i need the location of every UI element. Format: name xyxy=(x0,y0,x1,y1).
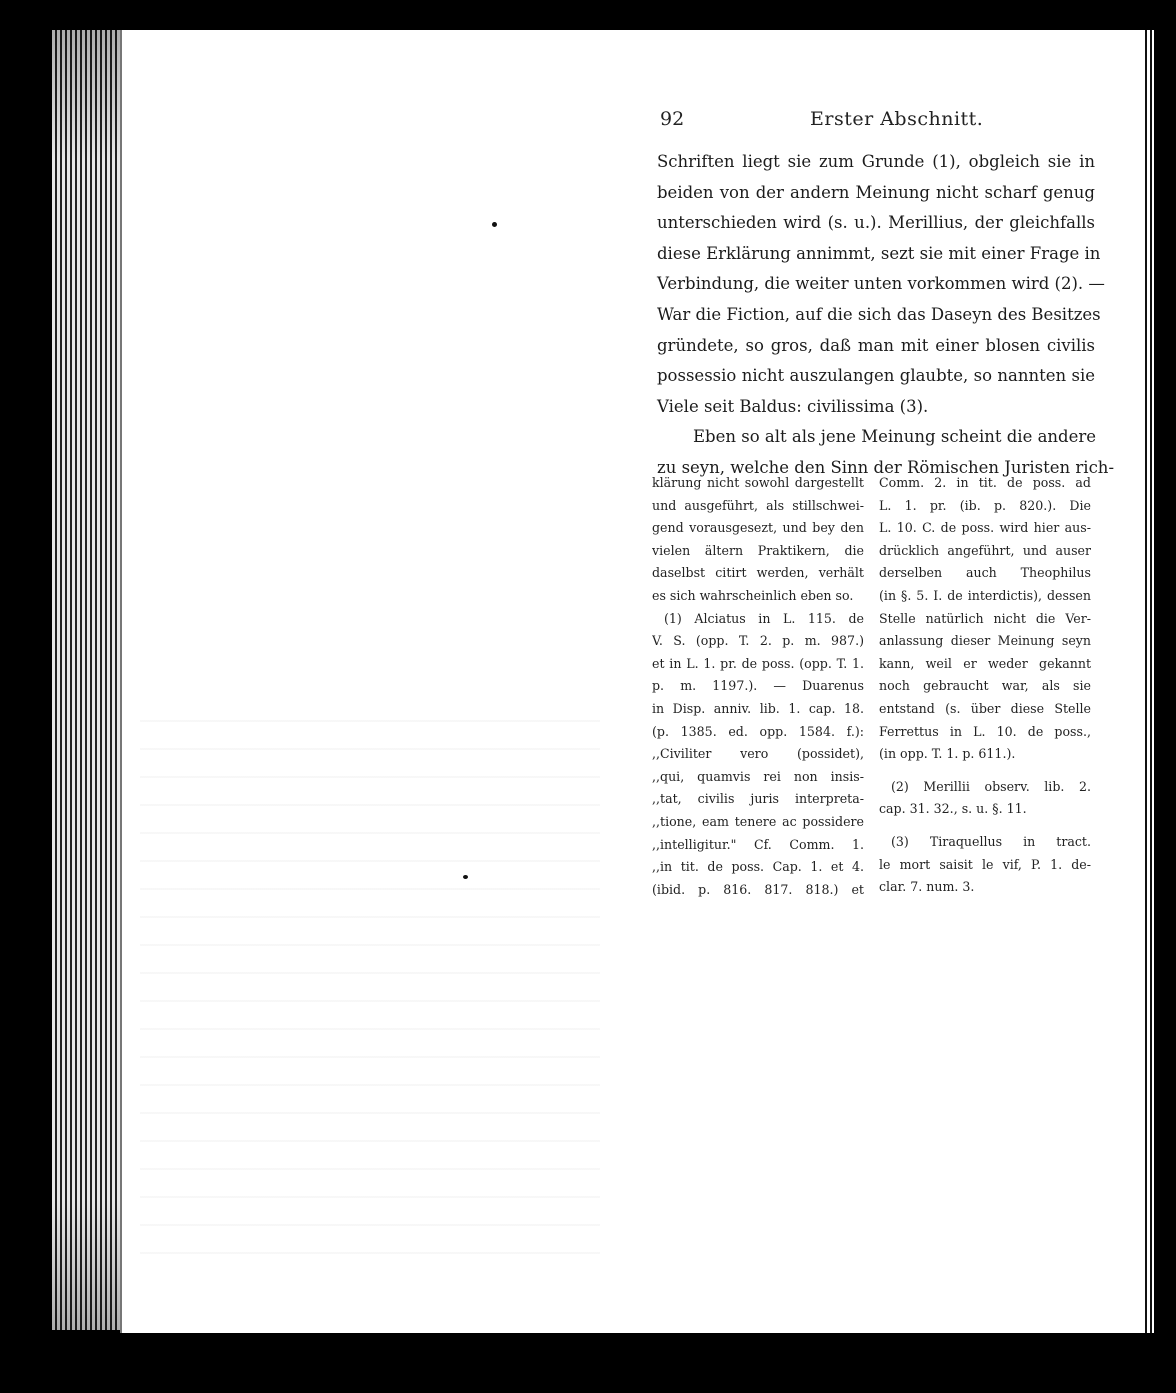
footnotes-left-column xyxy=(652,472,864,901)
page-stack-shadow xyxy=(52,30,122,1330)
footnote-line: vielen ältern Praktikern, die xyxy=(652,542,864,558)
ink-speck xyxy=(492,222,497,227)
footnote-line: L. 10. C. de poss. wird hier aus- xyxy=(879,520,1091,536)
footnote-line: ,,qui, quamvis rei non insis- xyxy=(652,768,864,784)
footnote-line: klärung nicht sowohl dargestellt xyxy=(652,475,864,490)
footnote-line: clar. 7. num. 3. xyxy=(879,879,975,895)
page-number: 92 xyxy=(660,108,685,130)
text-line: Viele seit Baldus: civilissima (3). xyxy=(657,396,929,416)
text-line: Verbindung, die weiter unten vorkommen wird (2). — xyxy=(657,274,1105,294)
footnote-line: (in opp. T. 1. p. 611.). xyxy=(879,746,1016,762)
show-through-handwriting xyxy=(140,720,600,1280)
footnote-line: V. S. (opp. T. 2. p. m. 987.) xyxy=(652,633,864,649)
footnote-line: Ferrettus in L. 10. de poss., xyxy=(879,723,1091,739)
footnote-line: ,,in tit. de poss. Cap. 1. et 4. xyxy=(652,859,864,875)
footnote-line: und ausgeführt, als stillschwei- xyxy=(652,497,864,513)
text-line: War die Fiction, auf die sich das Daseyn des Besitzes xyxy=(657,304,1101,324)
footnote-line: in Disp. anniv. lib. 1. cap. 18. xyxy=(652,700,864,716)
footnote-line: (ibid. p. 816. 817. 818.) et xyxy=(652,881,864,897)
text-line: diese Erklärung annimmt, sezt sie mit einer Frage in xyxy=(657,243,1101,263)
text-line: unterschieden wird (s. u.). Merillius, der gleichfalls xyxy=(657,213,1095,233)
scan-frame-right xyxy=(1142,30,1154,1333)
footnote-line: p. m. 1197.). — Duarenus xyxy=(652,678,864,694)
text-line: gründete, so gros, daß man mit einer blosen civilis xyxy=(657,335,1095,355)
footnote-line: L. 1. pr. (ib. p. 820.). Die xyxy=(879,497,1091,513)
footnote-line: derselben auch Theophilus xyxy=(879,565,1091,581)
footnote-line: Stelle natürlich nicht die Ver- xyxy=(879,610,1091,626)
page-header xyxy=(660,108,1090,138)
text-line: Schriften liegt sie zum Grunde (1), obgleich sie in xyxy=(657,152,1095,171)
running-title: Erster Abschnitt. xyxy=(810,108,984,130)
footnote-line: (in §. 5. I. de interdictis), dessen xyxy=(879,587,1091,603)
footnote-line: anlassung dieser Meinung seyn xyxy=(879,633,1091,649)
footnote-line: Comm. 2. in tit. de poss. ad xyxy=(879,475,1091,490)
footnote-line: gend vorausgesezt, und bey den xyxy=(652,520,864,536)
footnote-line: daselbst citirt werden, verhält xyxy=(652,565,864,581)
footnote-line: noch gebraucht war, als sie xyxy=(879,678,1091,694)
footnote-line: kann, weil er weder gekannt xyxy=(879,655,1091,671)
footnotes-right-column xyxy=(879,472,1091,899)
footnote-line: et in L. 1. pr. de poss. (opp. T. 1. xyxy=(652,655,864,671)
footnote-line: (3) Tiraquellus in tract. xyxy=(891,833,1091,849)
footnote-line: (p. 1385. ed. opp. 1584. f.): xyxy=(652,723,864,739)
footnote-line: (1) Alciatus in L. 115. de xyxy=(664,610,864,626)
main-text xyxy=(657,147,1115,484)
text-line: beiden von der andern Meinung nicht scharf genug xyxy=(657,182,1095,202)
footnote-line: le mort saisit le vif, P. 1. de- xyxy=(879,856,1091,872)
footnote-line: drücklich angeführt, und auser xyxy=(879,542,1091,558)
footnote-line: ,,intelligitur." Cf. Comm. 1. xyxy=(652,836,864,852)
text-line: possessio nicht auszulangen glaubte, so nannten sie xyxy=(657,366,1095,386)
text-line: zu seyn, welche den Sinn der Römischen Juristen rich- xyxy=(657,457,1115,477)
footnote-line: es sich wahrscheinlich eben so. xyxy=(652,587,854,603)
footnote-line: cap. 31. 32., s. u. §. 11. xyxy=(879,801,1027,817)
footnote-line: ,,tione, eam tenere ac possidere xyxy=(652,813,864,829)
ink-speck xyxy=(463,875,468,879)
footnote-line: (2) Merillii observ. lib. 2. xyxy=(891,778,1091,794)
footnote-line: ,,Civiliter vero (possidet), xyxy=(652,746,864,762)
footnote-line: ,,tat, civilis juris interpreta- xyxy=(652,791,864,807)
footnote-line: entstand (s. über diese Stelle xyxy=(879,700,1091,716)
text-line: Eben so alt als jene Meinung scheint die andere xyxy=(693,427,1097,447)
